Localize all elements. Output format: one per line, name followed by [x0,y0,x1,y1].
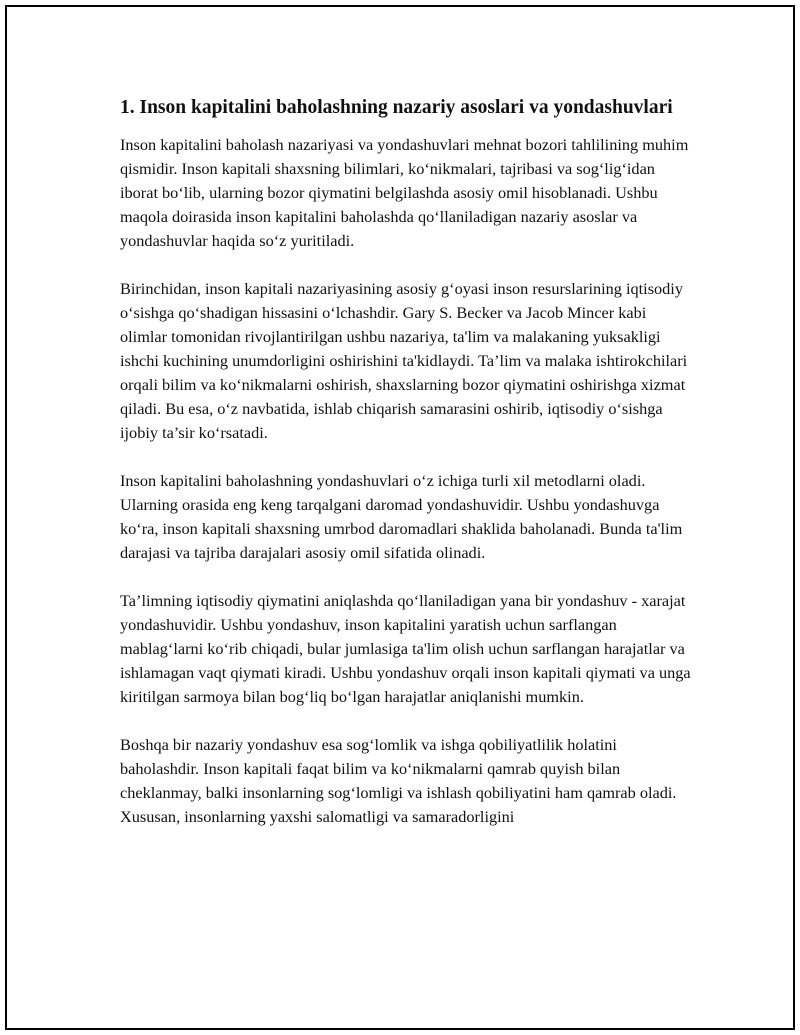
paragraph-1: Inson kapitalini baholash nazariyasi va yondashuvlari mehnat bozori tahlilining muhim qismidir. Inson kapitali shaxsning bilimlari, ko‘nikmalari, tajribasi va sog‘lig‘idan iborat bo‘lib, ularning bozor qiymatini belgilashda asosiy omil hisoblanadi. Ushbu maqola doirasida inson kapitalini baholashda qo‘llaniladigan nazariy asoslar va yondashuvlar haqida so‘z yuritiladi. [120,135,689,250]
paragraph-4: Ta’limning iqtisodiy qiymatini aniqlashda qo‘llaniladigan yana bir yondashuv - xarajat yondashuvidir. Ushbu yondashuv, inson kapitalini yaratish uchun sarflangan mablag‘larni ko‘rib chiqadi, bular jumlasiga ta'lim olish uchun sarflangan harajatlar va ishlamagan vaqt qiymati kiradi. Ushbu yondashuv orqali inson kapitali qiymati va unga kiritilgan sarmoya bilan bog‘liq bo‘lgan harajatlar aniqlanishi mumkin. [120,591,691,706]
document-body [120,94,695,853]
paragraph-2: Birinchidan, inson kapitali nazariyasining asosiy g‘oyasi inson resurslarining iqtisodiy o‘sishga qo‘shadigan hissasini o‘lchashdir. Gary S. Becker va Jacob Mincer kabi olimlar tomonidan rivojlantirilgan ushbu nazariya, ta'lim va malakaning yuksakligi ishchi kuchining unumdorligini oshirishini ta'kidlaydi. Ta’lim va malaka ishtirokchilari orqali bilim va ko‘nikmalarni oshirish, shaxslarning bozor qiymatini oshirishga xizmat qiladi. Bu esa, o‘z navbatida, ishlab chiqarish samarasini oshirib, iqtisodiy o‘sishga ijobiy ta’sir ko‘rsatadi. [120,279,688,442]
paragraph-5: Boshqa bir nazariy yondashuv esa sog‘lomlik va ishga qobiliyatlilik holatini baholashdir. Inson kapitali faqat bilim va ko‘nikmalarni qamrab quyish bilan cheklanmay, balki insonlarning sog‘lomligi va ishlash qobiliyatini ham qamrab oladi. Xususan, insonlarning yaxshi salomatligi va samaradorligini [120,735,677,826]
section-title: 1. Inson kapitalini baholashning nazariy asoslari va yondashuvlari [120,97,673,118]
document-page [5,5,795,1030]
paragraph-3: Inson kapitalini baholashning yondashuvlari o‘z ichiga turli xil metodlarni oladi. Ularning orasida eng keng tarqalgani daromad yondashuvidir. Ushbu yondashuvga ko‘ra, inson kapitali shaxsning umrbod daromadlari shaklida baholanadi. Bunda ta'lim darajasi va tajriba darajalari asosiy omil sifatida olinadi. [120,471,683,562]
